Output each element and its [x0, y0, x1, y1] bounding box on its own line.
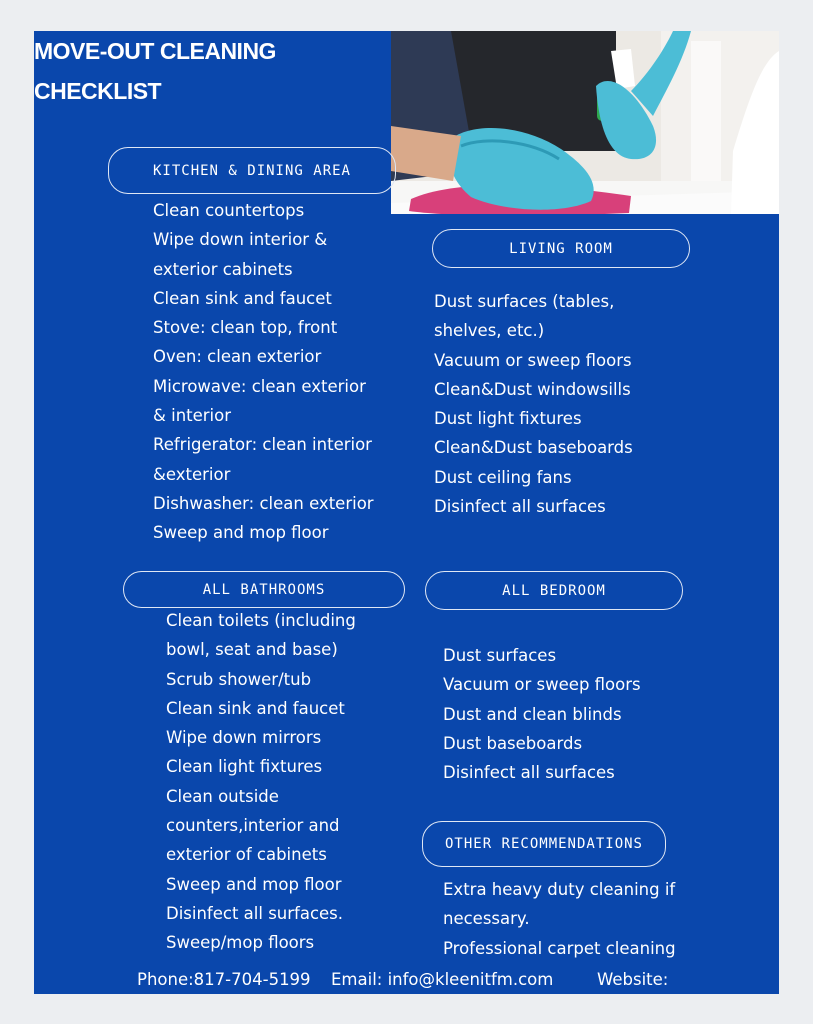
section-heading-other-recommendations	[422, 821, 666, 867]
list-item: necessary.	[443, 909, 530, 929]
list-item: bowl, seat and base)	[166, 640, 338, 660]
list-item: Stove: clean top, front	[153, 318, 338, 338]
list-item: Sweep/mop floors	[166, 933, 315, 953]
section-heading-kitchen	[108, 147, 396, 194]
list-item: Sweep and mop floor	[153, 523, 329, 543]
list-item: Dust and clean blinds	[443, 704, 622, 724]
section-heading-bathrooms-label: ALL BATHROOMS	[202, 581, 326, 598]
section-heading-other-recommendations-label: OTHER RECOMMENDATIONS	[444, 836, 643, 852]
kitchen-list	[153, 196, 374, 548]
list-item: Clean&Dust baseboards	[434, 438, 633, 458]
section-heading-living-room	[432, 229, 690, 268]
list-item: Dust surfaces (tables,	[434, 292, 615, 311]
list-item: Wipe down mirrors	[166, 728, 322, 748]
list-item: Disinfect all surfaces	[434, 497, 606, 517]
list-item: Dust ceiling fans	[434, 467, 572, 487]
other-recommendations-list	[443, 875, 676, 963]
cleaning-photo	[391, 31, 779, 214]
section-heading-bedroom	[425, 571, 683, 610]
list-item: counters,interior and	[166, 816, 340, 836]
section-heading-bathrooms	[123, 571, 405, 608]
list-item: exterior cabinets	[153, 259, 293, 279]
list-item: shelves, etc.)	[434, 321, 545, 341]
list-item: Dust surfaces	[443, 646, 557, 665]
list-item: Vacuum or sweep floors	[443, 675, 641, 695]
list-item: &exterior	[153, 464, 231, 484]
section-heading-living-room-label: LIVING ROOM	[509, 240, 613, 257]
list-item: Clean outside	[166, 786, 279, 806]
list-item: Dust baseboards	[443, 733, 583, 753]
list-item: Sweep and mop floor	[166, 874, 342, 894]
footer-phone: Phone:817-704-5199	[137, 970, 311, 989]
list-item: Dishwasher: clean exterior	[153, 493, 374, 513]
footer-website: Website:	[597, 970, 669, 989]
list-item: Scrub shower/tub	[166, 669, 312, 689]
cleaning-photo-illustration	[391, 31, 779, 214]
list-item: Professional carpet cleaning	[443, 938, 676, 958]
list-item: & interior	[153, 406, 232, 426]
list-item: Refrigerator: clean interior	[153, 435, 372, 455]
bedroom-list	[443, 641, 641, 787]
list-item: Clean toilets (including	[166, 611, 356, 630]
checklist-poster	[34, 31, 779, 994]
list-item: Clean&Dust windowsills	[434, 379, 631, 399]
list-item: Oven: clean exterior	[153, 347, 322, 367]
list-item: exterior of cabinets	[166, 845, 327, 865]
list-item: Clean sink and faucet	[166, 698, 345, 718]
list-item: Clean sink and faucet	[153, 288, 332, 308]
list-item: Clean countertops	[153, 201, 305, 220]
living-room-list	[434, 287, 633, 521]
list-item: Clean light fixtures	[166, 757, 323, 777]
footer-email: Email: info@kleenitfm.com	[331, 970, 554, 989]
list-item: Microwave: clean exterior	[153, 376, 366, 396]
list-item: Disinfect all surfaces	[443, 763, 615, 783]
list-item: Vacuum or sweep floors	[434, 350, 632, 370]
list-item: Dust light fixtures	[434, 409, 582, 429]
list-item: Disinfect all surfaces.	[166, 903, 344, 923]
bathrooms-list	[166, 606, 356, 958]
page-title: MOVE-OUT CLEANING CHECKLIST	[34, 38, 276, 104]
section-heading-kitchen-label: KITCHEN & DINING AREA	[152, 162, 351, 179]
list-item: Extra heavy duty cleaning if	[443, 880, 676, 899]
list-item: Wipe down interior &	[153, 230, 328, 250]
section-heading-bedroom-label: ALL BEDROOM	[502, 582, 606, 599]
